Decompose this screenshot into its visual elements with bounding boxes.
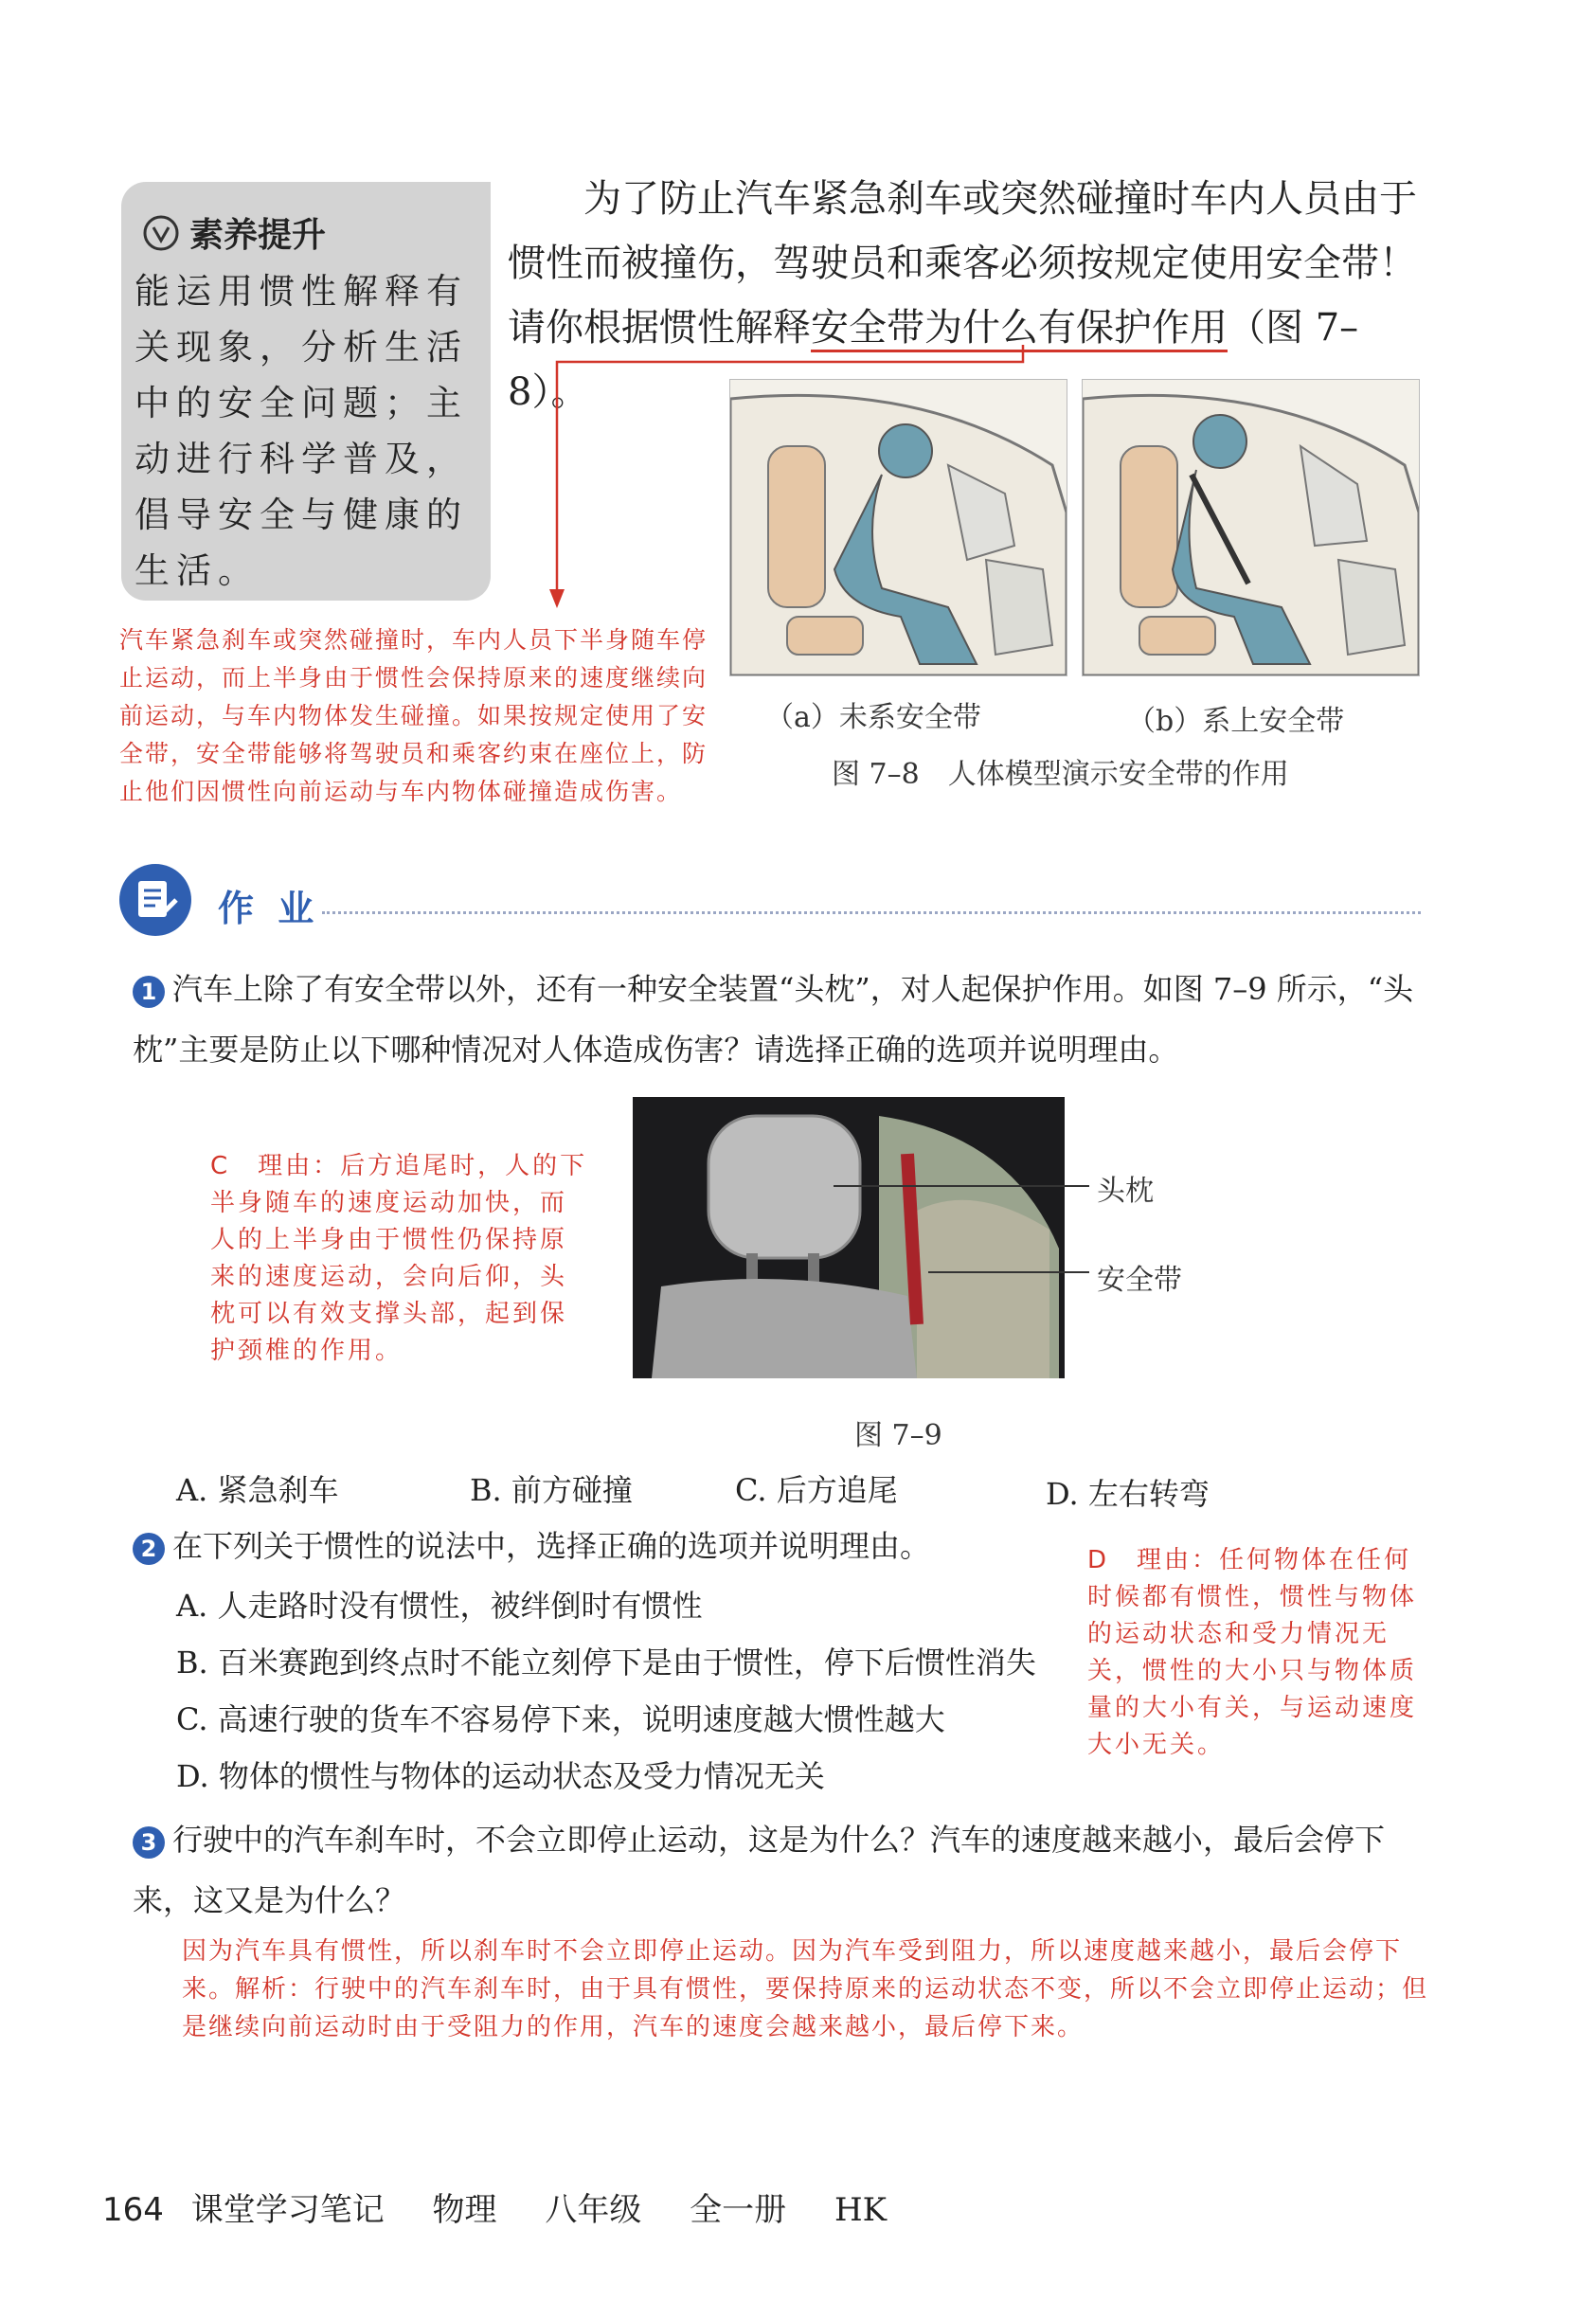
question-number: 1 [133, 976, 165, 1008]
literacy-title: 素养提升 [142, 208, 326, 257]
volume: 全一册 [690, 2191, 787, 2229]
figure-7-8-caption: 图 7–8 人体模型演示安全带的作用 [832, 758, 1289, 791]
book-title: 课堂学习笔记 [190, 2191, 385, 2229]
figure-7-8b-label: （b）系上安全带 [1127, 705, 1345, 738]
edition: HK [834, 2191, 888, 2229]
figure-7-8a-label: （a）未系安全带 [765, 701, 981, 734]
grade: 八年级 [545, 2191, 642, 2229]
page-footer [102, 2184, 924, 2230]
literacy-body: 能运用惯性解释有关现象，分析生活中的安全问题；主动进行科学普及，倡导安全与健康的生活。 [134, 271, 468, 591]
car-crash-no-belt-illustration [730, 380, 1067, 675]
intro-underlined: 安全带为什么有保护作用 [811, 306, 1228, 352]
q2-option-d: D. 物体的惯性与物体的运动状态及受力情况无关 [176, 1758, 825, 1794]
q2-option-c: C. 高速行驶的货车不容易停下来，说明速度越大惯性越大 [176, 1701, 945, 1737]
homework-icon [117, 862, 193, 938]
car-crash-with-belt-illustration [1083, 380, 1419, 675]
homework-divider [322, 911, 1421, 914]
question-number: 2 [133, 1533, 165, 1565]
q1-option-a: A. 紧急刹车 [176, 1472, 339, 1508]
figure-7-9-headrest-label: 头枕 [1097, 1175, 1154, 1208]
question-1: 1 汽车上除了有安全带以外，还有一种安全装置“头枕”，对人起保护作用。如图 7–9 所示，“头枕”主要是防止以下哪种情况对人体造成伤害？请选择正确的选项并说明理由。 [133, 971, 1414, 1068]
question-3: 3 行驶中的汽车刹车时，不会立即停止运动，这是为什么？汽车的速度越来越小，最后会停下来，这又是为什么？ [133, 1822, 1386, 1918]
figure-7-8b [1082, 379, 1420, 676]
intro-paragraph: 为了防止汽车紧急刹车或突然碰撞时车内人员由于惯性而被撞伤，驾驶员和乘客必须按规定使用安全带！请你根据惯性解释安全带为什么有保护作用（图 7–8）。 [508, 177, 1417, 414]
seatbelt-annotation: 汽车紧急刹车或突然碰撞时，车内人员下半身随车停止运动，而上半身由于惯性会保持原来的速度继续向前运动，与车内物体发生碰撞。如果按规定使用了安全带，安全带能够将驾驶员和乘客约束在座位上，防止他们因惯性向前运动与车内物体碰撞造成伤害。 [119, 626, 708, 805]
q2-option-b: B. 百米赛跑到终点时不能立刻停下是由于惯性，停下后惯性消失 [176, 1645, 1036, 1681]
q1-option-d: D. 左右转弯 [1046, 1476, 1210, 1512]
figure-7-9-caption: 图 7–9 [854, 1419, 942, 1452]
figure-7-9-belt-label: 安全带 [1097, 1264, 1182, 1297]
subject: 物理 [432, 2191, 497, 2229]
figure-7-9-leaders [834, 1175, 1099, 1288]
page-number: 164 [102, 2191, 164, 2229]
literacy-box [121, 182, 491, 601]
literacy-icon [142, 214, 180, 252]
homework-title: 作 业 [218, 888, 320, 929]
question-number: 3 [133, 1826, 165, 1859]
question-3-annotation: 因为汽车具有惯性，所以刹车时不会立即停止运动。因为汽车受到阻力，所以速度越来越小，最后会停下来。解析：行驶中的汽车刹车时，由于具有惯性，要保持原来的运动状态不变，所以不会立即停止运动；但是继续向前运动时由于受阻力的作用，汽车的速度会越来越小，最后停下来。 [182, 1937, 1429, 2041]
q1-option-b: B. 前方碰撞 [470, 1472, 633, 1508]
figure-7-8a [729, 379, 1067, 676]
q2-option-a: A. 人走路时没有惯性，被绊倒时有惯性 [176, 1588, 703, 1624]
question-2: 2 在下列关于惯性的说法中，选择正确的选项并说明理由。 [133, 1516, 1080, 1576]
q1-option-c: C. 后方追尾 [735, 1472, 898, 1508]
question-1-annotation: C 理由：后方追尾时，人的下半身随车的速度运动加快，而人的上半身由于惯性仍保持原来的速度运动，会向后仰，头枕可以有效支撑头部，起到保护颈椎的作用。 [210, 1152, 588, 1365]
question-2-annotation: D 理由：任何物体在任何时候都有惯性，惯性与物体的运动状态和受力情况无关，惯性的大小只与物体质量的大小有关，与运动速度大小无关。 [1087, 1546, 1418, 1759]
